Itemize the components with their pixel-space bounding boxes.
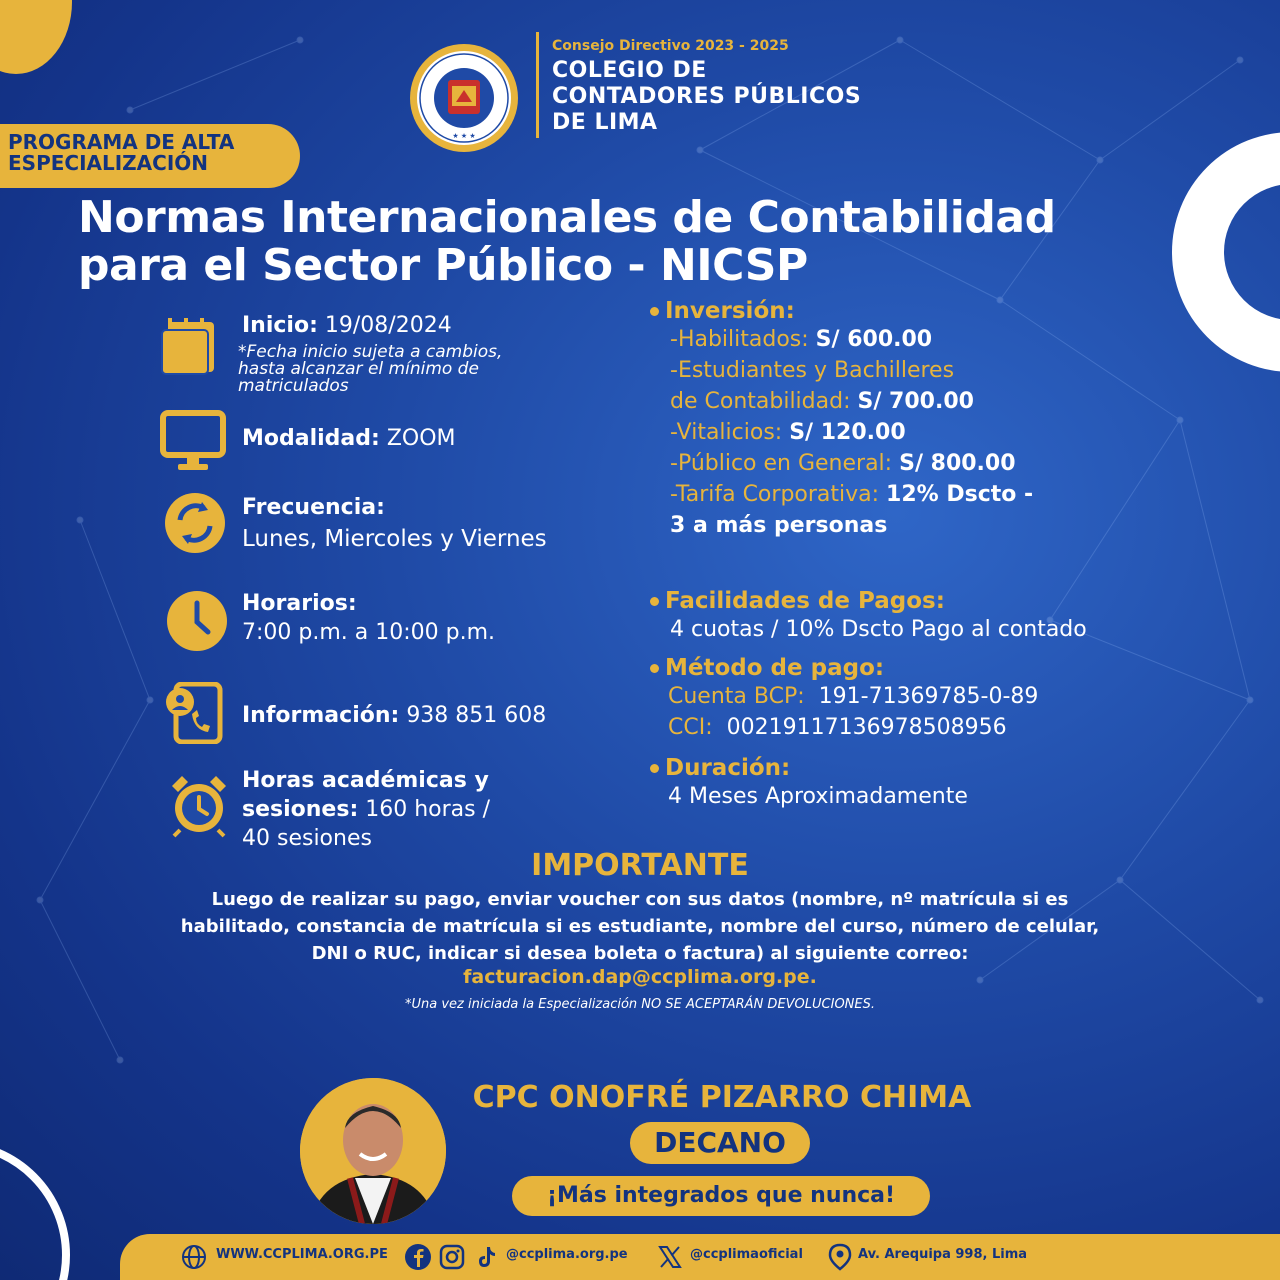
- horarios-value: 7:00 p.m. a 10:00 p.m.: [242, 620, 496, 645]
- duracion-heading: Duración:: [665, 755, 791, 781]
- bullet-icon: [650, 764, 659, 773]
- vitalicios-label: -Vitalicios:: [670, 420, 783, 445]
- inicio-note-line3: matriculados: [238, 376, 349, 396]
- dean-photo: [300, 1078, 446, 1224]
- inicio-label: Inicio:: [242, 313, 318, 338]
- habilitados-value: S/ 600.00: [815, 327, 933, 352]
- clock-icon: [166, 590, 228, 652]
- cci-value: 00219117136978508956: [726, 715, 1007, 740]
- x-handle[interactable]: @ccplimaoficial: [690, 1247, 803, 1262]
- tiktok-icon[interactable]: [472, 1243, 500, 1271]
- address: Av. Arequipa 998, Lima: [858, 1247, 1028, 1262]
- monitor-icon: [160, 410, 226, 472]
- program-badge: [0, 124, 300, 188]
- bullet-icon: [650, 597, 659, 606]
- important-line3: DNI o RUC, indicar si desea boleta o factura) al siguiente correo:: [311, 943, 969, 964]
- corporativa-value: 12% Dscto -: [886, 482, 1034, 507]
- metodo-heading: Método de pago:: [665, 655, 885, 681]
- dean-name: CPC ONOFRÉ PIZARRO CHIMA: [472, 1080, 972, 1115]
- horarios-row: [242, 589, 495, 647]
- globe-icon[interactable]: [180, 1243, 208, 1271]
- alarm-clock-icon: [168, 772, 230, 838]
- important-title: IMPORTANTE: [531, 848, 749, 883]
- course-title: [78, 194, 1188, 290]
- important-line1: Luego de realizar su pago, enviar voucher con sus datos (nombre, nº matrícula si es: [211, 889, 1069, 910]
- informacion-label: Información:: [242, 703, 400, 728]
- college-name-line1: COLEGIO DE: [552, 58, 707, 83]
- inversion-heading: Inversión:: [665, 298, 795, 324]
- facebook-icon[interactable]: [404, 1243, 432, 1271]
- inicio-note-line2: hasta alcanzar el mínimo de: [238, 359, 479, 379]
- website-link[interactable]: WWW.CCPLIMA.ORG.PE: [216, 1247, 388, 1262]
- important-line2: habilitado, constancia de matrícula si es estudiante, nombre del curso, número de celular,: [180, 916, 1100, 937]
- bullet-icon: [650, 664, 659, 673]
- horarios-label: Horarios:: [242, 591, 357, 616]
- facilidades-value: 4 cuotas / 10% Dscto Pago al contado: [670, 617, 1087, 642]
- modalidad-value: ZOOM: [386, 426, 456, 451]
- publico-value: S/ 800.00: [899, 451, 1016, 476]
- cci-label: CCI:: [668, 715, 713, 740]
- horas-value-line2: 40 sesiones: [242, 826, 372, 851]
- instagram-icon[interactable]: [438, 1243, 466, 1271]
- publico-label: -Público en General:: [670, 451, 893, 476]
- duracion-section: [650, 755, 1270, 812]
- billing-email[interactable]: facturacion.dap@ccplima.org.pe.: [463, 966, 817, 988]
- metodo-section: [650, 655, 1270, 743]
- estudiantes-value: S/ 700.00: [857, 389, 974, 414]
- course-title-line2: para el Sector Público - NICSP: [78, 240, 808, 291]
- college-name: [552, 58, 952, 136]
- horas-label-line1: Horas académicas y: [242, 768, 489, 793]
- program-badge-line1: PROGRAMA DE ALTA: [8, 130, 235, 154]
- important-body: [120, 886, 1160, 967]
- dean-role-badge: DECANO: [630, 1122, 810, 1164]
- horas-row: [242, 766, 542, 853]
- informacion-value: 938 851 608: [406, 703, 547, 728]
- modalidad-row: [242, 424, 456, 453]
- social-handle[interactable]: @ccplima.org.pe: [506, 1247, 628, 1262]
- college-name-line3: DE LIMA: [552, 110, 658, 135]
- informacion-row: [242, 701, 546, 730]
- refund-note: *Una vez iniciada la Especialización NO SE ACEPTARÁN DEVOLUCIONES.: [404, 997, 876, 1012]
- college-name-line2: CONTADORES PÚBLICOS: [552, 84, 862, 109]
- inversion-section: [650, 298, 1250, 541]
- estudiantes-label-line2: de Contabilidad:: [670, 389, 851, 414]
- slogan-badge: ¡Más integrados que nunca!: [512, 1176, 930, 1216]
- corporativa-value-line2: 3 a más personas: [670, 513, 888, 538]
- facilidades-section: [650, 588, 1270, 645]
- duracion-value: 4 Meses Aproximadamente: [668, 784, 968, 809]
- x-icon[interactable]: [656, 1243, 684, 1271]
- inicio-note: [238, 344, 598, 395]
- corporativa-label: -Tarifa Corporativa:: [670, 482, 880, 507]
- college-logo: [408, 42, 520, 154]
- frecuencia-label: Frecuencia:: [242, 495, 385, 520]
- dean-portrait-image: [300, 1078, 446, 1224]
- calendar-icon: [158, 314, 220, 376]
- header-divider: [536, 32, 539, 138]
- bcp-label: Cuenta BCP:: [668, 684, 805, 709]
- estudiantes-label-line1: -Estudiantes y Bachilleres: [670, 358, 955, 383]
- inicio-value: 19/08/2024: [324, 313, 452, 338]
- program-badge-line2: ESPECIALIZACIÓN: [8, 151, 209, 175]
- habilitados-label: -Habilitados:: [670, 327, 809, 352]
- course-title-line1: Normas Internacionales de Contabilidad: [78, 192, 1056, 243]
- inicio-note-line1: *Fecha inicio sujeta a cambios,: [238, 342, 503, 362]
- facilidades-heading: Facilidades de Pagos:: [665, 588, 945, 614]
- svg-text:★ ★ ★: ★ ★ ★: [452, 132, 476, 140]
- cycle-icon: [164, 492, 226, 554]
- horas-value-line1: 160 horas /: [365, 797, 491, 822]
- bcp-value: 191-71369785-0-89: [818, 684, 1039, 709]
- phone-tablet-icon: [162, 682, 228, 744]
- horas-label-line2: sesiones:: [242, 797, 359, 822]
- frecuencia-value: Lunes, Miercoles y Viernes: [242, 526, 547, 552]
- location-pin-icon[interactable]: [828, 1243, 852, 1271]
- council-period: Consejo Directivo 2023 - 2025: [552, 38, 789, 54]
- modalidad-label: Modalidad:: [242, 426, 380, 451]
- inicio-row: [242, 311, 452, 340]
- vitalicios-value: S/ 120.00: [789, 420, 906, 445]
- bullet-icon: [650, 307, 659, 316]
- frecuencia-row: [242, 493, 547, 554]
